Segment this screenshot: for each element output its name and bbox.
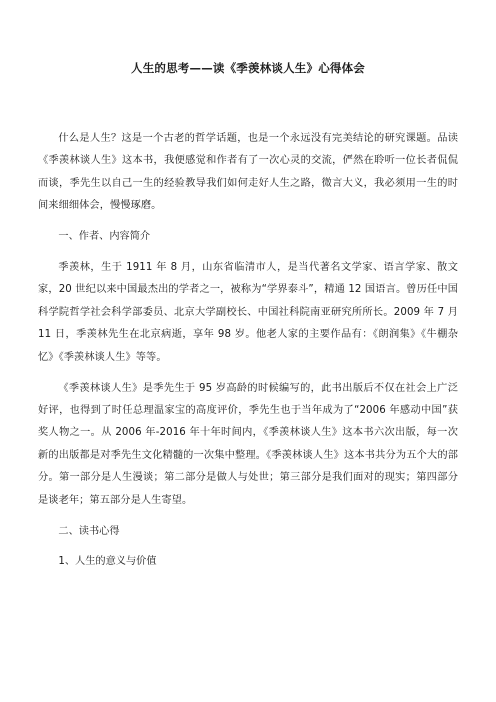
- subsection-heading-meaning-of-life: 1、人生的意义与价值: [58, 556, 157, 568]
- document-title: 人生的思考——读《季羡林谈人生》心得体会: [131, 61, 365, 75]
- author-bio-paragraph: 季羡林，生于 1911 年 8 月，山东省临清市人，是当代著名文学家、语言学家、散文家，20 世纪以来中国最杰出的学者之一，被称为“学界泰斗”，精通 12 国语言。曾历任中国科学院哲学社会科学部委员、北京大学副校长、中国社科院南亚研究所所长。2009 年 7 月 11 日，季羡林先生在北京病逝，享年 98 岁。他老人家的主要作品有：《朗润集》《牛棚杂忆》《季羡林谈人生》等等。: [38, 262, 458, 363]
- book-intro-paragraph: 《季羡林谈人生》是季先生于 95 岁高龄的时候编写的，此书出版后不仅在社会上广泛好评，也得到了时任总理温家宝的高度评价，季先生也于当年成为了“2006 年感动中国”获奖人物之一。从 2006 年-2016 年十年时间内，《季羡林谈人生》这本书六次出版，每一次新的出版都是对季先生文化精髓的一次集中整理。《季羡林谈人生》这本书共分为五个大的部分。第一部分是人生漫谈；第二部分是做人与处世；第三部分是我们面对的现实；第四部分是谈老年；第五部分是人生寄望。: [38, 382, 458, 506]
- section-heading-reading-notes: 二、读书心得: [58, 525, 120, 537]
- document-body: [38, 128, 458, 574]
- section-heading-author-intro: 一、作者、内容简介: [58, 231, 151, 243]
- intro-paragraph: 什么是人生？这是一个古老的哲学话题，也是一个永远没有完美结论的研究课题。品读《季羡林谈人生》这本书，我便感觉和作者有了一次心灵的交流，俨然在聆听一位长者侃侃而谈，季先生以自己一生的经验教导我们如何走好人生之路，微言大义，我必须用一生的时间来细细体会，慢慢琢磨。: [38, 133, 458, 212]
